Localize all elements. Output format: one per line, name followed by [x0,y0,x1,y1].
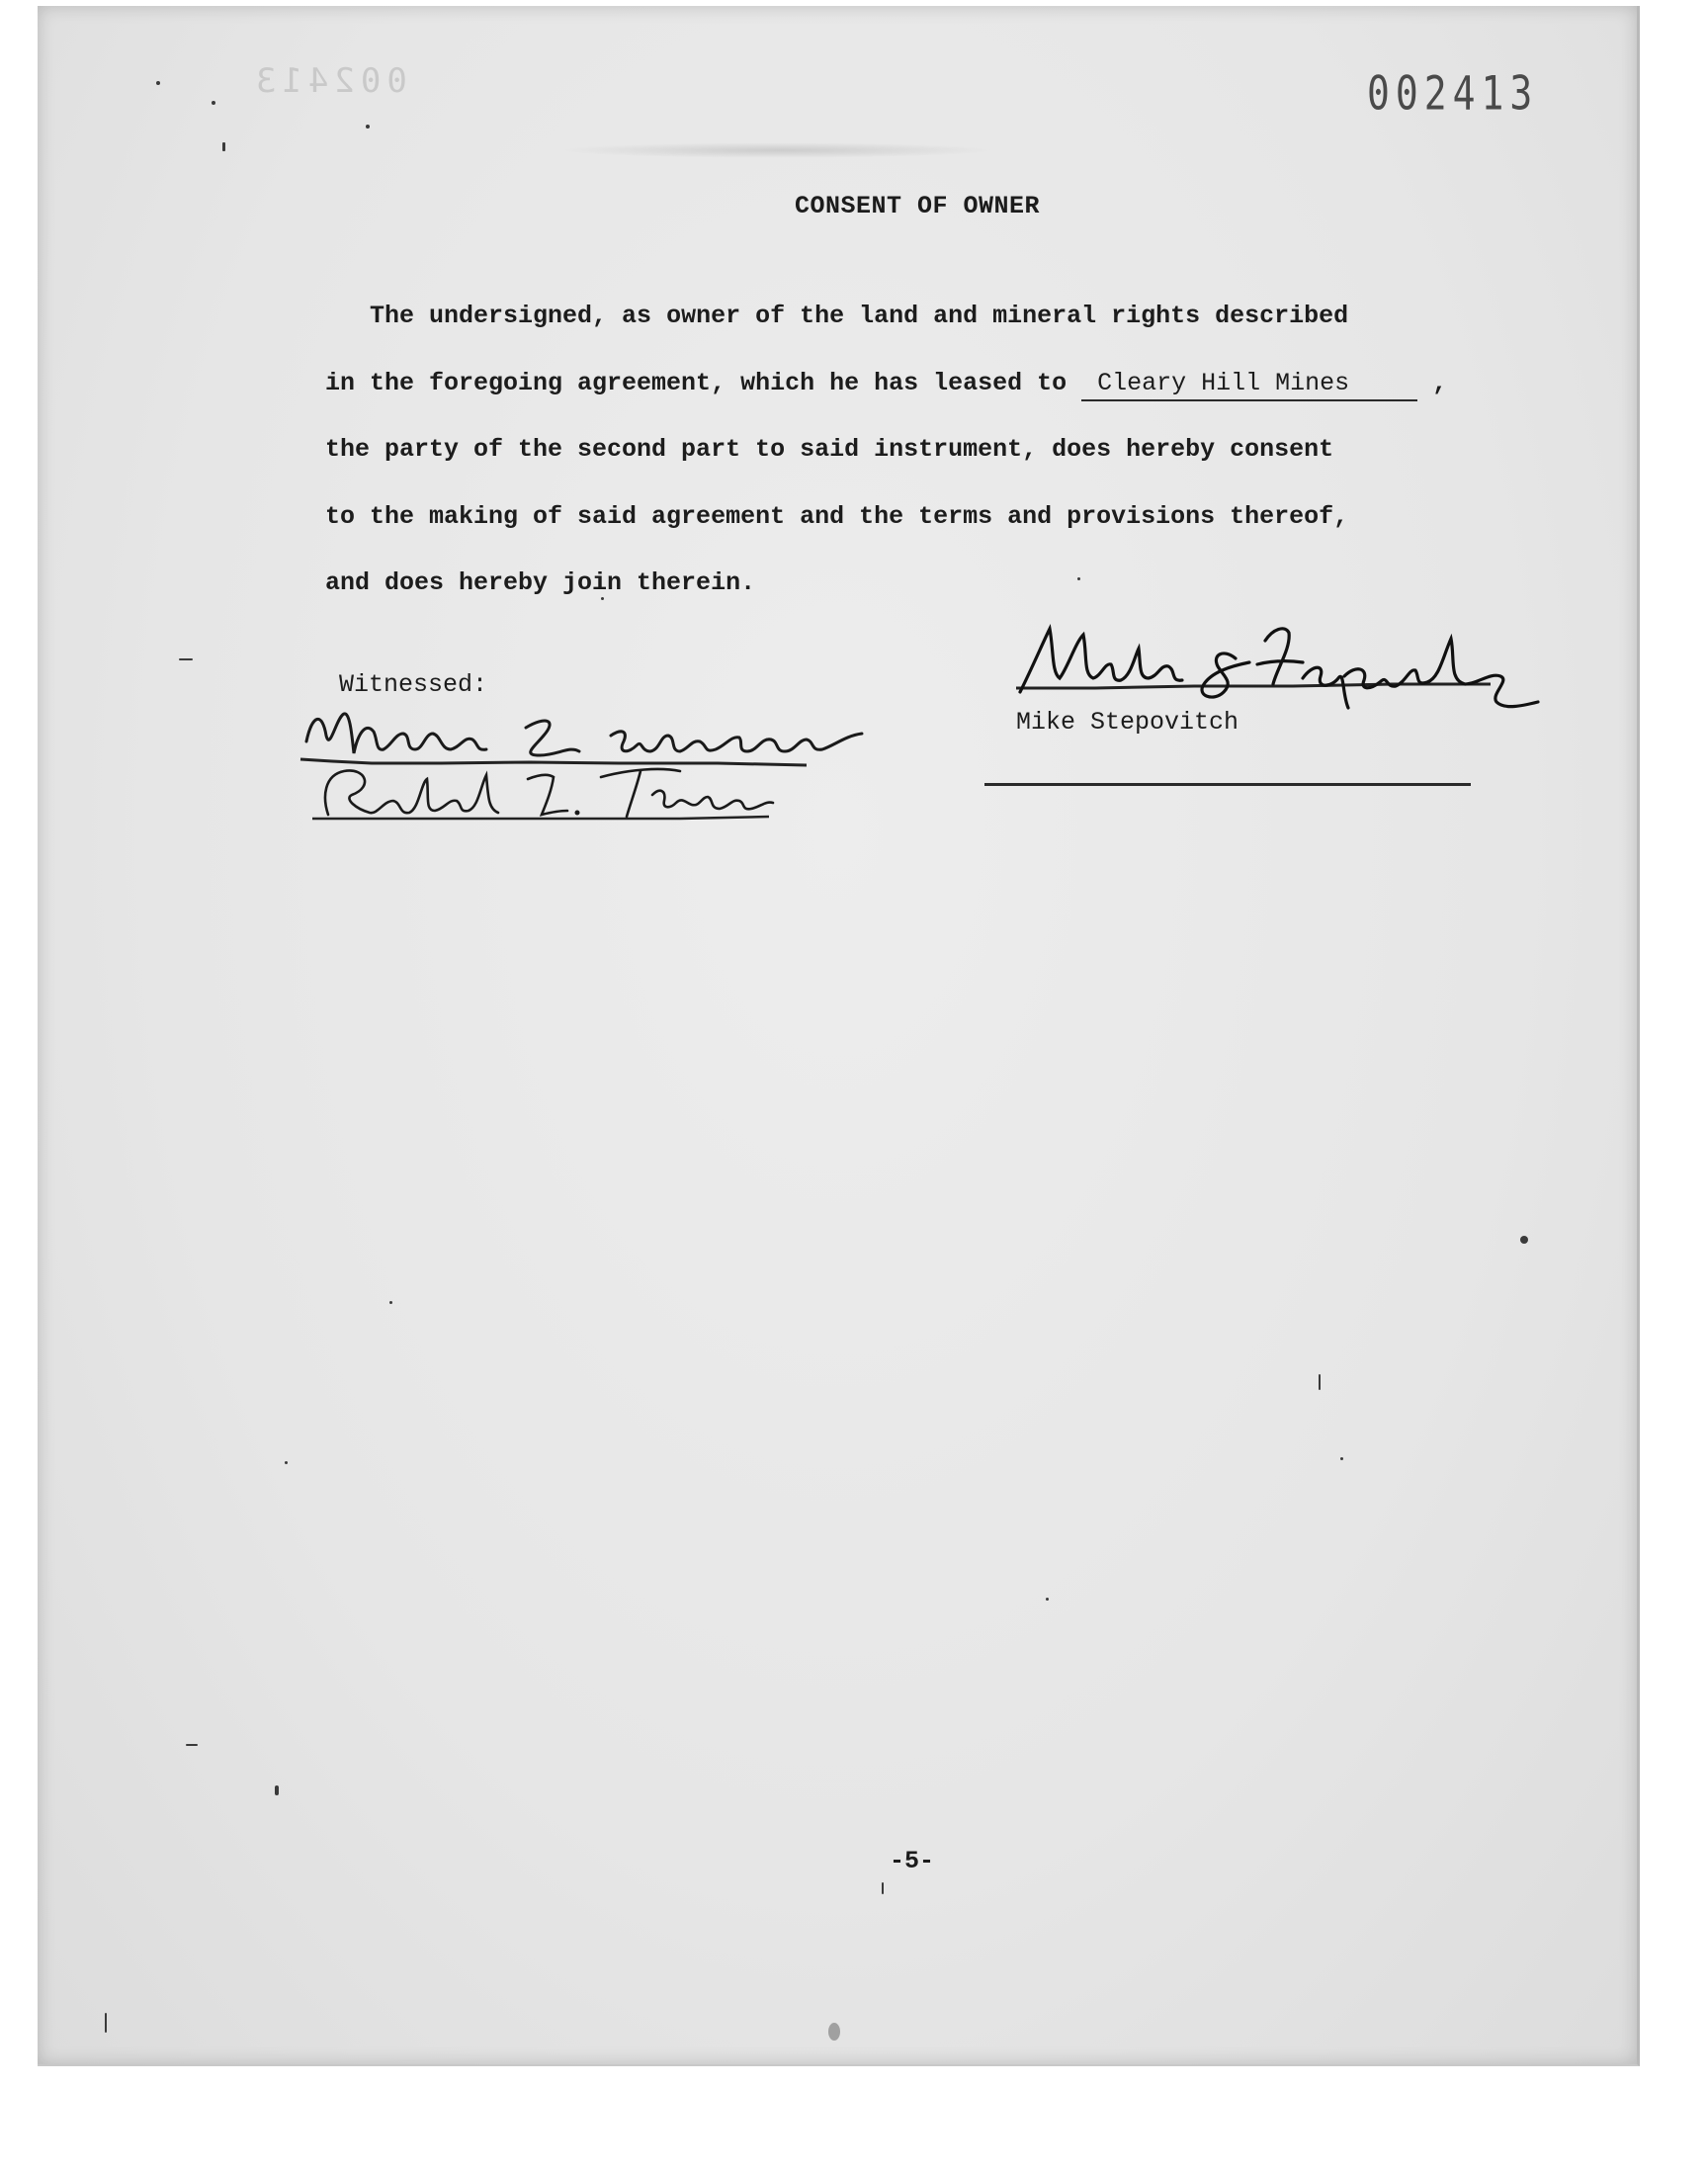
scan-speck [275,1785,279,1795]
paragraph-line-text: the party of the second part to said instrument, does hereby consent [325,435,1334,464]
scan-speck [1639,121,1640,124]
scan-speck [1319,1374,1321,1390]
bleed-through-number: 002413 [250,61,407,101]
scan-speck [1340,1457,1343,1460]
paragraph-line [325,483,1531,551]
paragraph-line-text: in the foregoing agreement, which he has leased to [325,368,1068,397]
scan-speck [105,2013,107,2033]
document-page [38,6,1640,2066]
paragraph-line [325,283,1531,350]
consent-paragraph [325,283,1531,617]
scan-speck [1046,1598,1049,1601]
page-number: -5- [890,1847,935,1875]
scan-speck [156,81,160,85]
lessee-name: Cleary Hill Mines [1081,368,1417,401]
scan-speck [601,597,604,600]
control-number: 002413 [1367,65,1539,121]
scan-speck [222,142,225,151]
scan-speck [285,1461,288,1464]
paragraph-line [325,350,1531,417]
scan-speck [212,101,215,105]
scan-speck [828,2023,840,2041]
bleed-through-smudge [561,142,996,158]
scan-speck [186,1744,198,1746]
owner-signature-line [984,783,1471,786]
lessee-comma: , [1432,368,1448,397]
witnessed-label: Witnessed: [339,670,488,699]
witness-2-signature [304,757,818,836]
scan-speck [882,1882,884,1894]
scan-speck [1077,577,1080,580]
scan-speck [366,125,370,129]
scan-speck [179,658,193,660]
owner-printed-name: Mike Stepovitch [1016,708,1239,737]
document-title: CONSENT OF OWNER [795,192,1041,220]
paragraph-line [325,416,1531,483]
scan-speck [1520,1236,1528,1244]
paragraph-line-text: to the making of said agreement and the terms and provisions thereof, [325,501,1349,531]
paragraph-line-text: The undersigned, as owner of the land and mineral rights described [370,302,1349,330]
paragraph-line-text: and does hereby join therein. [325,568,756,597]
scan-speck [389,1301,392,1304]
